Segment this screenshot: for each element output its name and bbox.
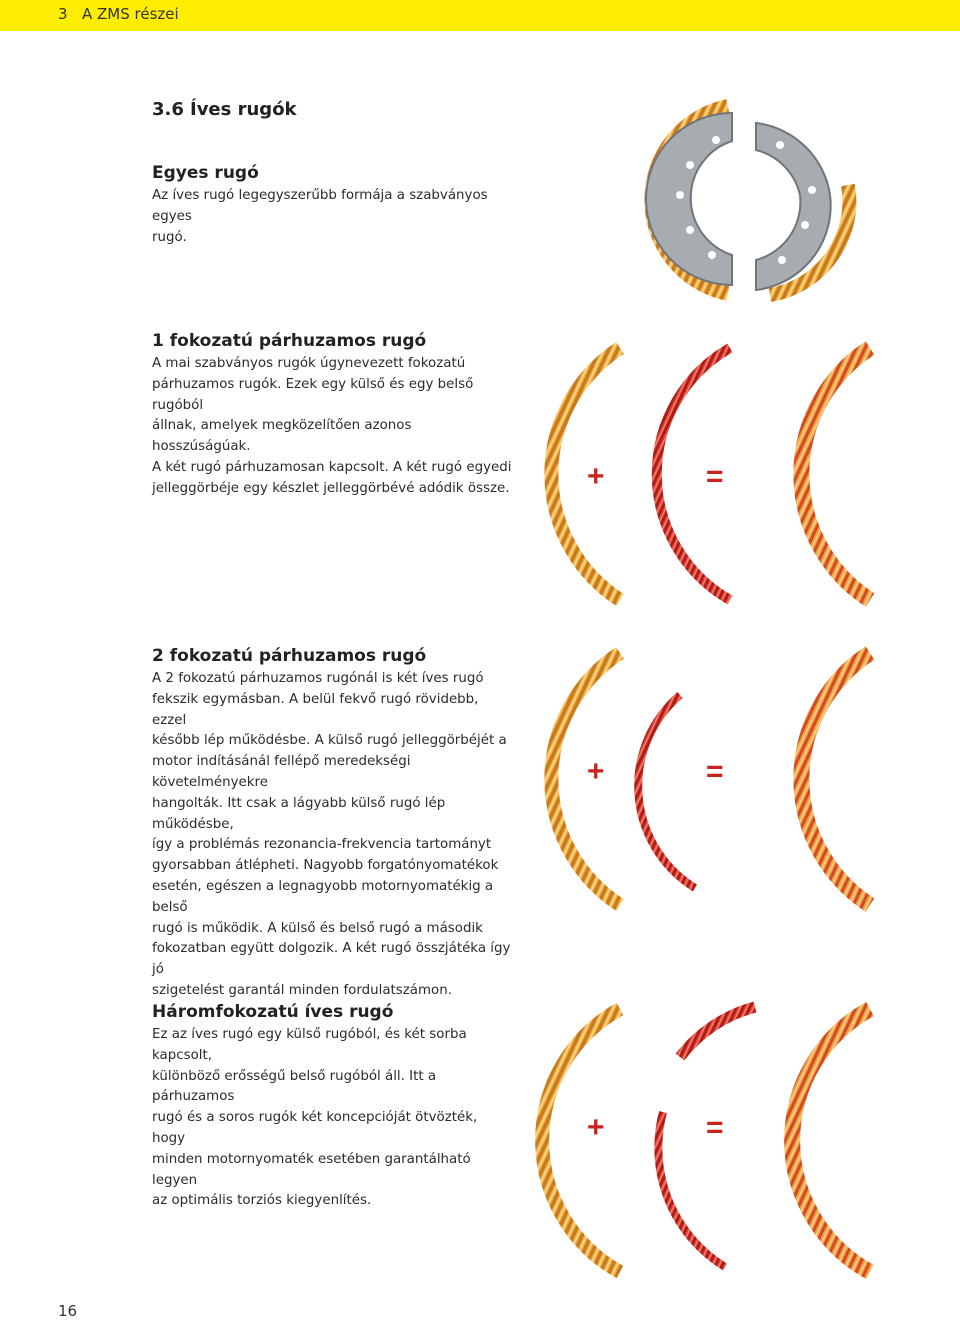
block-title: Háromfokozatú íves rugó: [152, 1002, 394, 1022]
block-title: 1 fokozatú párhuzamos rugó: [152, 331, 427, 351]
inner-spring: [638, 695, 695, 888]
block-text: Ez az íves rugó egy külső rugóból, és két sorba kapcsolt, különböző erősségű belső rugóból áll. Itt a párhuzamos rugó és a soros rugók két koncepcióját ötvözték, hogy minden motornyomaték esetében garantálható legyen az optimális torziós kiegyenlítés.: [152, 1027, 478, 1209]
block-title: Egyes rugó: [152, 163, 259, 183]
block-text: Az íves rugó legegyszerűbb formája a szabványos egyes rugó.: [152, 188, 488, 245]
section-title: Íves rugók: [190, 99, 297, 120]
outer-spring: [551, 653, 620, 905]
plus-sign: +: [587, 460, 605, 493]
block-two-stage-parallel: [152, 645, 512, 1002]
flywheel-spring-figure: [620, 95, 870, 305]
header-bar: [0, 0, 960, 31]
page-number: 16: [58, 1302, 78, 1320]
equals-sign: =: [706, 755, 724, 788]
inner-spring-upper: [680, 1007, 755, 1057]
combined-spring: [792, 1009, 870, 1272]
block-one-stage-parallel: [152, 330, 512, 500]
block-text: A mai szabványos rugók úgynevezett fokozatú párhuzamos rugók. Ezek egy külső és egy belső rugóból állnak, amelyek megközelítően azonos hosszúságúak. A két rugó párhuzamosan kapcsolt. A két rugó egyedi jelleggörbéje egy készlet jelleggörbévé adódik össze.: [152, 356, 512, 496]
plus-sign: +: [587, 755, 605, 788]
combined-spring: [801, 348, 870, 600]
outer-spring: [551, 348, 620, 600]
section-number: 3.6: [152, 99, 184, 120]
block-three-stage: [152, 1001, 512, 1212]
block-title: 2 fokozatú párhuzamos rugó: [152, 646, 427, 666]
chapter-title: A ZMS részei: [82, 5, 179, 23]
block-single-spring: [152, 162, 512, 248]
chapter-number: 3: [58, 5, 68, 23]
outer-spring: [542, 1009, 620, 1272]
equals-sign: =: [706, 1111, 724, 1144]
equals-sign: =: [706, 460, 724, 493]
plus-sign: +: [587, 1111, 605, 1144]
combined-spring: [801, 653, 870, 905]
block-text: A 2 fokozatú párhuzamos rugónál is két íves rugó fekszik egymásban. A belül fekvő rugó rövidebb, ezzel később lép működésbe. A külső rugó jelleggörbéjét a motor indításánál fellépő meredekségi követelményekre hangolták. Itt csak a lágyabb külső rugó lép működésbe, így a problémás rezonancia-frekvencia tartományt gyorsabban átlépheti. Nagyobb forgatónyomatékok esetén, egészen a legnagyobb motornyomatékig a belső rugó is működik. A külső és belső rugó a második fokozatban együtt dolgozik. A két rugó összjátéka így jó szigetelést garantál minden fordulatszámon.: [152, 671, 511, 998]
